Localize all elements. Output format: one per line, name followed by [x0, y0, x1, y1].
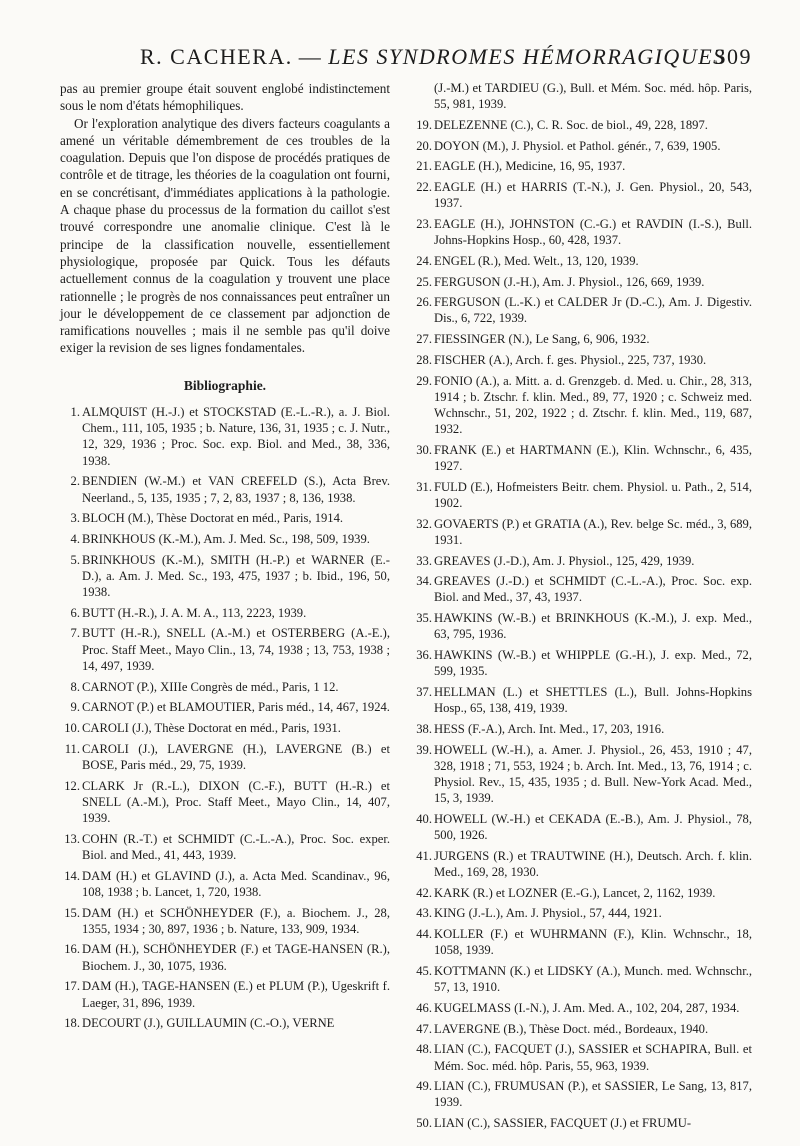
reference-item [60, 625, 390, 674]
reference-item [412, 442, 752, 474]
reference-item [412, 179, 752, 211]
reference-text: DOYON (M.), J. Physiol. et Pathol. génér., 7, 639, 1905. [434, 138, 721, 153]
reference-text: GREAVES (J.-D.), Am. J. Physiol., 125, 429, 1939. [434, 553, 695, 568]
reference-number: 39. [416, 742, 432, 757]
reference-text: GOVAERTS (P.) et GRATIA (A.), Rev. belge Sc. méd., 3, 689, 1931. [434, 516, 752, 547]
reference-number: 29. [416, 373, 432, 388]
reference-item [412, 294, 752, 326]
reference-number: 45. [416, 964, 432, 979]
reference-text: HOWELL (W.-H.) et CEKADA (E.-B.), Am. J. Physiol., 78, 500, 1926. [434, 811, 752, 843]
reference-text: COHN (R.-T.) et SCHMIDT (C.-L.-A.), Proc. Soc. exper. Biol. and Med., 41, 443, 1939. [82, 831, 390, 862]
reference-number: 20. [416, 138, 432, 153]
reference-text: (J.-M.) et TARDIEU (G.), Bull. et Mém. Soc. méd. hôp. Paris, 55, 981, 1939. [434, 81, 752, 112]
reference-text: LAVERGNE (B.), Thèse Doct. méd., Bordeaux, 1940. [434, 1021, 709, 1036]
reference-item [60, 699, 390, 715]
reference-item [60, 531, 390, 547]
reference-text: BLOCH (M.), Thèse Doctorat en méd., Paris, 1914. [82, 511, 344, 526]
reference-item [412, 1041, 752, 1073]
reference-item [412, 80, 752, 112]
right-column [412, 80, 752, 1136]
reference-item [60, 868, 390, 900]
reference-number: 44. [416, 927, 432, 942]
body-paragraph: pas au premier groupe était souvent englobé indistinctement sous le nom d'états hémophiliques. [60, 81, 390, 114]
reference-item [60, 605, 390, 621]
reference-item [60, 978, 390, 1010]
reference-number: 30. [416, 442, 432, 457]
reference-item [60, 510, 390, 526]
reference-text: CAROLI (J.), LAVERGNE (H.), LAVERGNE (B.) et BOSE, Paris méd., 29, 75, 1939. [82, 741, 390, 772]
reference-text: ENGEL (R.), Med. Welt., 13, 120, 1939. [434, 253, 639, 268]
reference-item [412, 610, 752, 642]
reference-item [412, 926, 752, 958]
left-column [60, 80, 390, 1036]
reference-text: DAM (H.), SCHÖNHEYDER (F.) et TAGE-HANSEN (R.), Biochem. J., 30, 1075, 1936. [82, 942, 390, 973]
reference-item [412, 811, 752, 843]
running-head [140, 44, 752, 70]
reference-number: 40. [416, 811, 432, 826]
reference-text: KUGELMASS (I.-N.), J. Am. Med. A., 102, 204, 287, 1934. [434, 1000, 740, 1015]
reference-item [60, 404, 390, 469]
reference-text: DAM (H.), TAGE-HANSEN (E.) et PLUM (P.), Ugeskrift f. Laeger, 31, 896, 1939. [82, 979, 390, 1010]
reference-text: KOLLER (F.) et WUHRMANN (F.), Klin. Wchnschr., 18, 1058, 1939. [434, 927, 752, 958]
reference-text: DECOURT (J.), GUILLAUMIN (C.-O.), VERNE [82, 1016, 335, 1031]
reference-text: EAGLE (H.), JOHNSTON (C.-G.) et RAVDIN (I.-S.), Bull. Johns-Hopkins Hosp., 60, 428, 1937. [434, 216, 752, 248]
reference-text: FRANK (E.) et HARTMANN (E.), Klin. Wchnschr., 6, 435, 1927. [434, 442, 752, 474]
reference-text: HELLMAN (L.) et SHETTLES (L.), Bull. Johns-Hopkins Hosp., 65, 138, 419, 1939. [434, 685, 752, 716]
reference-item [412, 742, 752, 807]
reference-text: BRINKHOUS (K.-M.), Am. J. Med. Sc., 198, 509, 1939. [82, 531, 370, 546]
reference-number: 34. [416, 574, 432, 589]
reference-text: KARK (R.) et LOZNER (E.-G.), Lancet, 2, 1162, 1939. [434, 885, 716, 900]
reference-number: 15. [64, 905, 80, 920]
page-number: 309 [714, 44, 752, 69]
reference-item [412, 721, 752, 737]
reference-item [412, 216, 752, 248]
reference-item [412, 885, 752, 901]
reference-number: 14. [64, 868, 80, 883]
reference-number: 12. [64, 778, 80, 793]
reference-text: DAM (H.) et SCHÖNHEYDER (F.), a. Biochem. J., 28, 1355, 1934 ; 30, 897, 1936 ; b. Nature, 133, 909, 1934. [82, 905, 390, 936]
reference-text: FONIO (A.), a. Mitt. a. d. Grenzgeb. d. Med. u. Chir., 28, 313, 1914 ; b. Ztschr. f. klin. Med., 89, 77, 1920 ; c. Schweiz med. Wchnschr., 51, 202, 1922 ; d. Ztschr. f. klin. Med., 119, 687, 1932. [434, 373, 752, 437]
reference-text: FULD (E.), Hofmeisters Beitr. chem. Physiol. u. Path., 2, 514, 1902. [434, 479, 752, 510]
reference-item [412, 117, 752, 133]
reference-text: HESS (F.-A.), Arch. Int. Med., 17, 203, 1916. [434, 721, 665, 736]
reference-item [412, 963, 752, 995]
reference-number: 37. [416, 685, 432, 699]
reference-number: 47. [416, 1021, 432, 1036]
reference-item [60, 473, 390, 505]
reference-text: DAM (H.) et GLAVIND (J.), a. Acta Med. Scandinav., 96, 108, 1938 ; b. Lancet, 1, 720, 1938. [82, 868, 390, 899]
reference-number: 3. [70, 511, 80, 526]
reference-item [60, 831, 390, 863]
reference-item [412, 479, 752, 511]
reference-item [412, 1115, 752, 1131]
reference-item [412, 684, 752, 716]
reference-item [412, 1021, 752, 1037]
reference-number: 42. [416, 885, 432, 900]
reference-number: 24. [416, 253, 432, 268]
body-paragraph: Or l'exploration analytique des divers facteurs coagulants a amené un véritable démembrement de ces troubles de la coagulation. Depuis que l'on dispose de procédés pratiques de contrôle et de titrage, les théories de la coagulation ont fourni, en se concrétisant, d'immédiates applications à la pathologie. A chaque phase du processus de la formation du caillot s'est trouvé correspondre une anomalie clinique. C'est là le principe de la classification nouvelle, essentiellement physiologique, proposée par Quick. Tous les défauts actuellement connus de la coagulation y trouvent une place rationnelle ; le progrès de nos connaissances peut entraîner un jour le développement de ce classement par adjonction de ramifications nouvelles ; mais il ne semble pas qu'il doive exiger la revision de ses lignes fondamentales. [60, 115, 390, 356]
reference-number: 1. [70, 405, 80, 420]
reference-text: LIAN (C.), FACQUET (J.), SASSIER et SCHAPIRA, Bull. et Mém. Soc. méd. hôp. Paris, 55, 963, 1939. [434, 1042, 752, 1073]
header-author: R. CACHERA. [140, 44, 293, 69]
reference-number: 41. [416, 848, 432, 863]
reference-item [412, 373, 752, 438]
reference-item [60, 905, 390, 937]
reference-text: CLARK Jr (R.-L.), DIXON (C.-F.), BUTT (H.-R.) et SNELL (A.-M.), Proc. Staff Meet., Mayo Clin., 14, 407, 1939. [82, 778, 390, 826]
reference-number: 13. [64, 831, 80, 846]
reference-item [60, 552, 390, 601]
reference-number: 4. [70, 531, 80, 546]
reference-item [412, 331, 752, 347]
reference-number: 25. [416, 274, 432, 289]
reference-item [412, 138, 752, 154]
reference-item [60, 941, 390, 973]
reference-text: EAGLE (H.), Medicine, 16, 95, 1937. [434, 159, 626, 174]
reference-number: 22. [416, 180, 432, 195]
reference-item [412, 352, 752, 368]
reference-number: 2. [70, 474, 80, 489]
reference-item [412, 1078, 752, 1110]
reference-number: 8. [70, 679, 80, 694]
reference-number: 31. [416, 479, 432, 494]
reference-text: HAWKINS (W.-B.) et BRINKHOUS (K.-M.), J. exp. Med., 63, 795, 1936. [434, 611, 752, 642]
reference-number: 16. [64, 942, 80, 957]
reference-text: BUTT (H.-R.), J. A. M. A., 113, 2223, 1939. [82, 605, 307, 620]
reference-number: 48. [416, 1042, 432, 1057]
reference-list-right [412, 80, 752, 1131]
reference-number: 46. [416, 1000, 432, 1015]
reference-number: 21. [416, 159, 432, 174]
reference-text: HAWKINS (W.-B.) et WHIPPLE (G.-H.), J. exp. Med., 72, 599, 1935. [434, 648, 752, 679]
reference-number: 17. [64, 979, 80, 994]
reference-number: 50. [416, 1116, 432, 1131]
reference-text: FERGUSON (J.-H.), Am. J. Physiol., 126, 669, 1939. [434, 274, 705, 289]
reference-text: GREAVES (J.-D.) et SCHMIDT (C.-L.-A.), Proc. Soc. exp. Biol. and Med., 37, 43, 1937. [434, 574, 752, 605]
reference-text: BENDIEN (W.-M.) et VAN CREFELD (S.), Acta Brev. Neerland., 5, 135, 1935 ; 7, 2, 83, 1937 ; 8, 136, 1938. [82, 474, 390, 505]
reference-text: DELEZENNE (C.), C. R. Soc. de biol., 49, 228, 1897. [434, 117, 708, 132]
reference-number: 32. [416, 516, 432, 531]
header-title: LES SYNDROMES HÉMORRAGIQUES [328, 44, 726, 69]
reference-number: 18. [64, 1016, 80, 1031]
reference-item [412, 573, 752, 605]
reference-text: LIAN (C.), FRUMUSAN (P.), et SASSIER, Le Sang, 13, 817, 1939. [434, 1079, 752, 1110]
reference-item [60, 679, 390, 695]
reference-text: HOWELL (W.-H.), a. Amer. J. Physiol., 26, 453, 1910 ; 47, 328, 1918 ; 71, 553, 1924 ; b. Arch. Int. Med., 13, 76, 1914 ; c. Physiol. Rev., 15, 435, 1935 ; d. Bull. New-York Acad. Med., 15, 3, 1939. [434, 742, 752, 806]
reference-text: JURGENS (R.) et TRAUTWINE (H.), Deutsch. Arch. f. klin. Med., 169, 28, 1930. [434, 848, 752, 880]
reference-text: CARNOT (P.), XIIIe Congrès de méd., Paris, 1 12. [82, 679, 339, 694]
reference-number: 38. [416, 721, 432, 736]
reference-item [60, 741, 390, 773]
reference-text: CAROLI (J.), Thèse Doctorat en méd., Paris, 1931. [82, 721, 341, 735]
reference-text: CARNOT (P.) et BLAMOUTIER, Paris méd., 14, 467, 1924. [82, 700, 390, 715]
reference-text: FISCHER (A.), Arch. f. ges. Physiol., 225, 737, 1930. [434, 352, 707, 367]
reference-item [60, 720, 390, 736]
reference-text: LIAN (C.), SASSIER, FACQUET (J.) et FRUMU- [434, 1116, 692, 1131]
reference-text: EAGLE (H.) et HARRIS (T.-N.), J. Gen. Physiol., 20, 543, 1937. [434, 180, 752, 211]
reference-item [60, 1015, 390, 1031]
reference-item [412, 253, 752, 269]
reference-item [412, 647, 752, 679]
reference-number: 35. [416, 611, 432, 626]
reference-text: FERGUSON (L.-K.) et CALDER Jr (D.-C.), Am. J. Digestiv. Dis., 6, 722, 1939. [434, 295, 752, 326]
reference-number: 49. [416, 1079, 432, 1094]
reference-item [412, 274, 752, 290]
reference-text: FIESSINGER (N.), Le Sang, 6, 906, 1932. [434, 332, 650, 347]
reference-text: KING (J.-L.), Am. J. Physiol., 57, 444, 1921. [434, 906, 662, 921]
reference-text: ALMQUIST (H.-J.) et STOCKSTAD (E.-L.-R.), a. J. Biol. Chem., 111, 105, 1935 ; b. Nature, 136, 31, 1935 ; c. J. Nutr., 12, 329, 1936 ; Proc. Soc. exp. Biol. and Med., 38, 336, 1938. [82, 405, 390, 468]
reference-item [412, 516, 752, 548]
reference-item [412, 848, 752, 880]
reference-number: 27. [416, 332, 432, 347]
reference-number: 6. [70, 605, 80, 620]
reference-list-left [60, 404, 390, 1031]
reference-number: 36. [416, 648, 432, 663]
reference-text: BUTT (H.-R.), SNELL (A.-M.) et OSTERBERG (A.-E.), Proc. Staff Meet., Mayo Clin., 13, 74, 1938 ; 13, 753, 1938 ; 14, 497, 1939. [82, 626, 390, 673]
reference-item [412, 1000, 752, 1016]
reference-number: 10. [64, 721, 80, 735]
reference-text: BRINKHOUS (K.-M.), SMITH (H.-P.) et WARNER (E.-D.), a. Am. J. Med. Sc., 193, 475, 1937 ; b. Ibid., 196, 50, 1938. [82, 552, 390, 600]
reference-item [412, 553, 752, 569]
reference-item [60, 778, 390, 827]
reference-number: 11. [64, 741, 80, 756]
header-separator: — [298, 44, 323, 69]
reference-number: 7. [70, 626, 80, 641]
reference-number: 9. [70, 700, 80, 715]
reference-text: KOTTMANN (K.) et LIDSKY (A.), Munch. med. Wchnschr., 57, 13, 1910. [434, 964, 752, 995]
reference-item [412, 905, 752, 921]
reference-number: 33. [416, 553, 432, 568]
reference-number: 5. [70, 552, 80, 567]
reference-number: 23. [416, 216, 432, 231]
reference-number: 43. [416, 906, 432, 921]
reference-number: 19. [416, 117, 432, 132]
bibliography-heading: Bibliographie. [183, 377, 267, 393]
reference-number: 26. [416, 295, 432, 310]
reference-number: 28. [416, 352, 432, 367]
reference-item [412, 158, 752, 174]
